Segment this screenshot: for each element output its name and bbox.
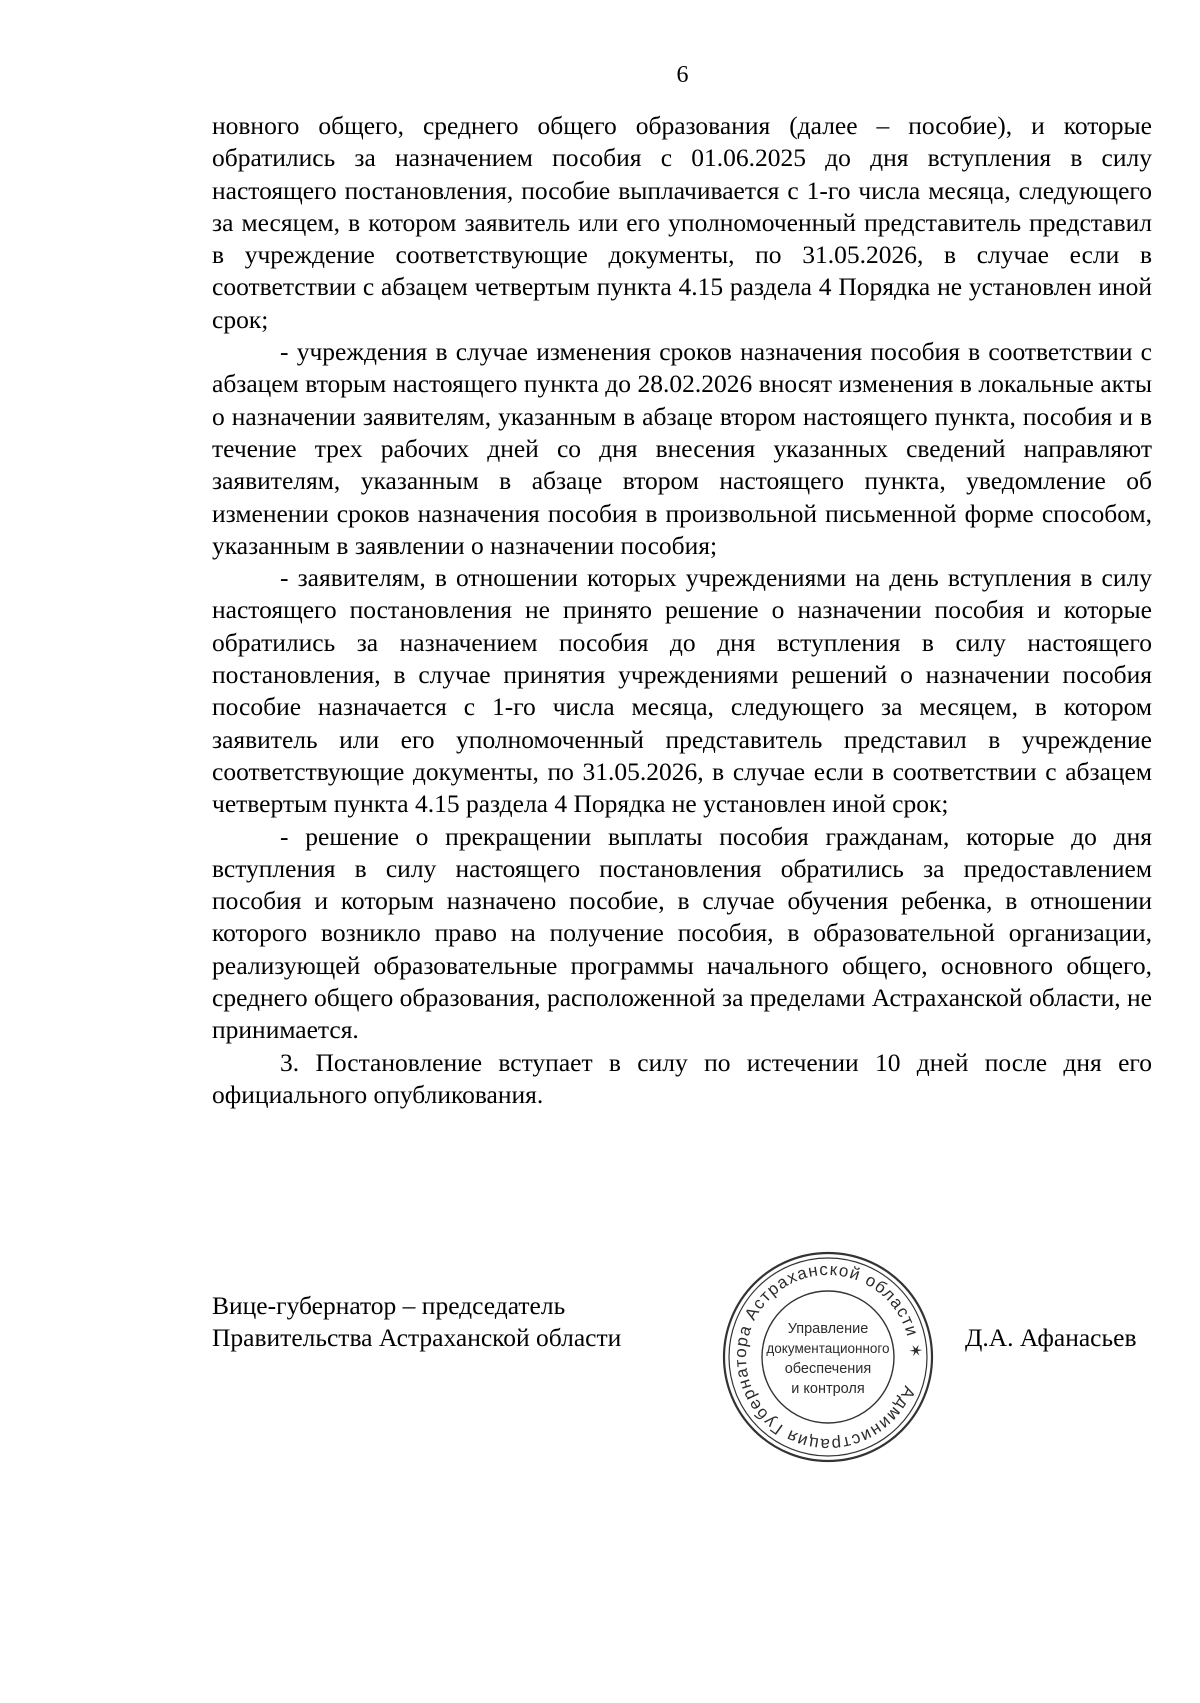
signatory-title-line2: Правительства Астраханской области	[212, 1323, 622, 1352]
paragraph-entry-into-force: 3. Постановление вступает в силу по истечении 10 дней после дня его официального опубликования.	[212, 1047, 1152, 1109]
signatory-title	[212, 1290, 621, 1354]
stamp-center-line2: документационного	[766, 1341, 890, 1356]
paragraph-applicants: - заявителям, в отношении которых учреждениями на день вступления в силу настоящего постановления не принято решение о назначении пособия и которые обратились за назначением пособия до дня вступления в силу настоящего постановления, в случае принятия учреждениями решений о назначении пособия пособие назначается с 1-го числа месяца, следующего за месяцем, в котором заявитель или его уполномоченный представитель представил в учреждение соответствующие документы, по 31.05.2026, в случае если в соответствии с абзацем четвертым пункта 4.15 раздела 4 Порядка не установлен иной срок;	[212, 563, 1152, 819]
stamp-center-line4: и контроля	[791, 1381, 865, 1397]
signatory-title-line1: Вице-губернатор – председатель	[212, 1291, 566, 1320]
signatory-name: Д.А. Афанасьев	[965, 1323, 1137, 1352]
stamp-center-line3: обеспечения	[784, 1361, 872, 1377]
paragraph-termination-decision: - решение о прекращении выплаты пособия гражданам, которые до дня вступления в силу настоящего постановления обратились за предоставлением пособия и которым назначено пособие, в случае обучения ребенка, в отношении которого возникло право на получение пособия, в образовательной организации, реализующей образовательные программы начального общего, основного общего, среднего общего образования, расположенной за пределами Астраханской области, не принимается.	[212, 821, 1152, 1045]
official-stamp	[718, 1247, 938, 1467]
svg-text:Администрация Губернатора Астр	[718, 1247, 938, 1467]
paragraph-institutions: - учреждения в случае изменения сроков назначения пособия в соответствии с абзацем вторым настоящего пункта до 28.02.2026 вносят изменения в локальные акты о назначении заявителям, указанным в абзаце втором настоящего пункта, пособия и в течение трех рабочих дней со дня внесения указанных сведений направляют заявителям, указанным в абзаце втором настоящего пункта, уведомление об изменении сроков назначения пособия в произвольной письменной форме способом, указанным в заявлении о назначении пособия;	[212, 337, 1152, 560]
body-text	[212, 110, 1152, 1111]
stamp-center-line1: Управление	[787, 1321, 869, 1337]
page-number: 6	[676, 62, 689, 88]
stamp-ring-text: Администрация Губернатора Астраханской области ✶	[730, 1259, 926, 1455]
paragraph-continuation: новного общего, среднего общего образования (далее – пособие), и которые обратились за назначением пособия с 01.06.2025 до дня вступления в силу настоящего постановления, пособие выплачивается с 1-го числа месяца, следующего за месяцем, в котором заявитель или его уполномоченный представитель представил в учреждение соответствующие документы, по 31.05.2026, в случае если в соответствии с абзацем четвертым пункта 4.15 раздела 4 Порядка не установлен иной срок;	[212, 111, 1152, 334]
